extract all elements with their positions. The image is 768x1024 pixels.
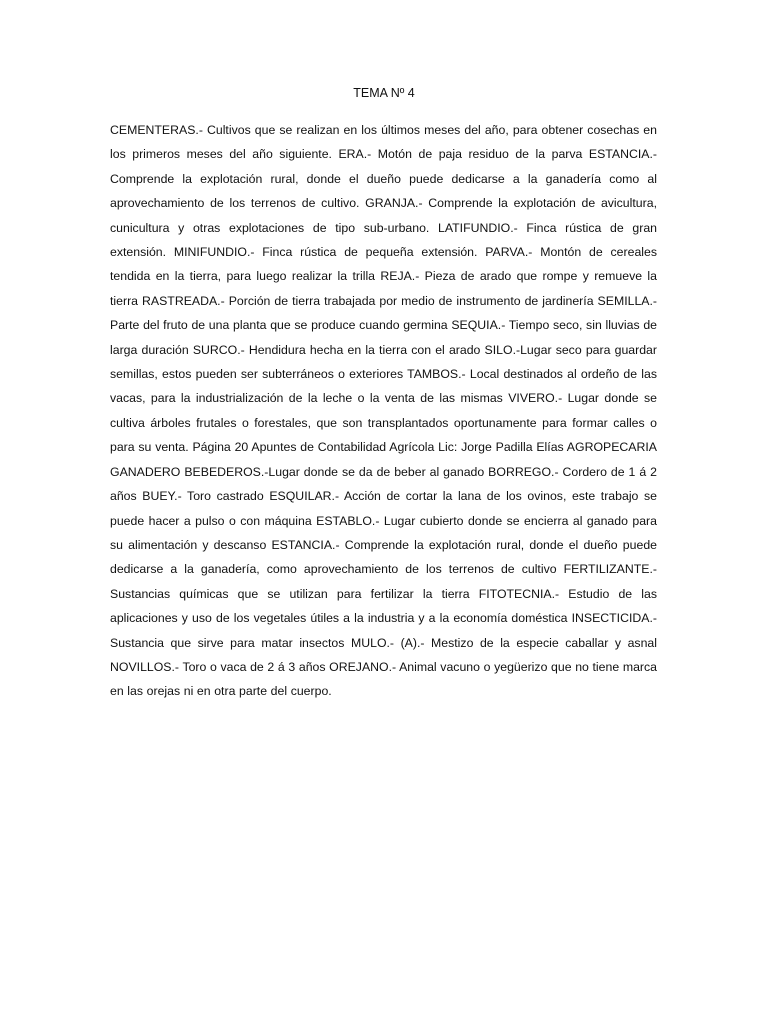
document-title: TEMA Nº 4: [353, 86, 415, 100]
document-body-paragraph: CEMENTERAS.- Cultivos que se realizan en los últimos meses del año, para obtener cosechas en los primeros meses del año siguiente. ERA.- Motón de paja residuo de la parva ESTANCIA.- Comprende la explotación rural, donde el dueño puede dedicarse a la ganadería como al aprovechamiento de los terrenos de cultivo. GRANJA.- Comprende la explotación de avicultura, cunicultura y otras explotaciones de tipo sub-urbano. LATIFUNDIO.- Finca rústica de gran extensión. MINIFUNDIO.- Finca rústica de pequeña extensión. PARVA.- Montón de cereales tendida en la tierra, para luego realizar la trilla REJA.- Pieza de arado que rompe y remueve la tierra RASTREADA.- Porción de tierra trabajada por medio de instrumento de jardinería SEMILLA.- Parte del fruto de una planta que se produce cuando germina SEQUIA.- Tiempo seco, sin lluvias de larga duración SURCO.- Hendidura hecha en la tierra con el arado SILO.-Lugar seco para guardar semillas, estos pueden ser subterráneos o exteriores TAMBOS.- Local destinados al ordeño de las vacas, para la industrialización de la leche o la venta de las mismas VIVERO.- Lugar donde se cultiva árboles frutales o forestales, que son transplantados oportunamente para formar calles o para su venta. Página 20 Apuntes de Contabilidad Agrícola Lic: Jorge Padilla Elías AGROPECARIA GANADERO BEBEDEROS.-Lugar donde se da de beber al ganado BORREGO.- Cordero de 1 á 2 años BUEY.- Toro castrado ESQUILAR.- Acción de cortar la lana de los ovinos, este trabajo se puede hacer a pulso o con máquina ESTABLO.- Lugar cubierto donde se encierra al ganado para su alimentación y descanso ESTANCIA.- Comprende la explotación rural, donde el dueño puede dedicarse a la ganadería, como aprovechamiento de los terrenos de cultivo FERTILIZANTE.- Sustancias químicas que se utilizan para fertilizar la tierra FITOTECNIA.- Estudio de las aplicaciones y uso de los vegetales útiles a la industria y a la economía doméstica INSECTICIDA.- Sustancia que sirve para matar insectos MULO.- (A).- Mestizo de la especie caballar y asnal NOVILLOS.- Toro o vaca de 2 á 3 años OREJANO.- Animal vacuno o yegüerizo que no tiene marca en las orejas ni en otra parte del cuerpo.: [110, 123, 657, 699]
